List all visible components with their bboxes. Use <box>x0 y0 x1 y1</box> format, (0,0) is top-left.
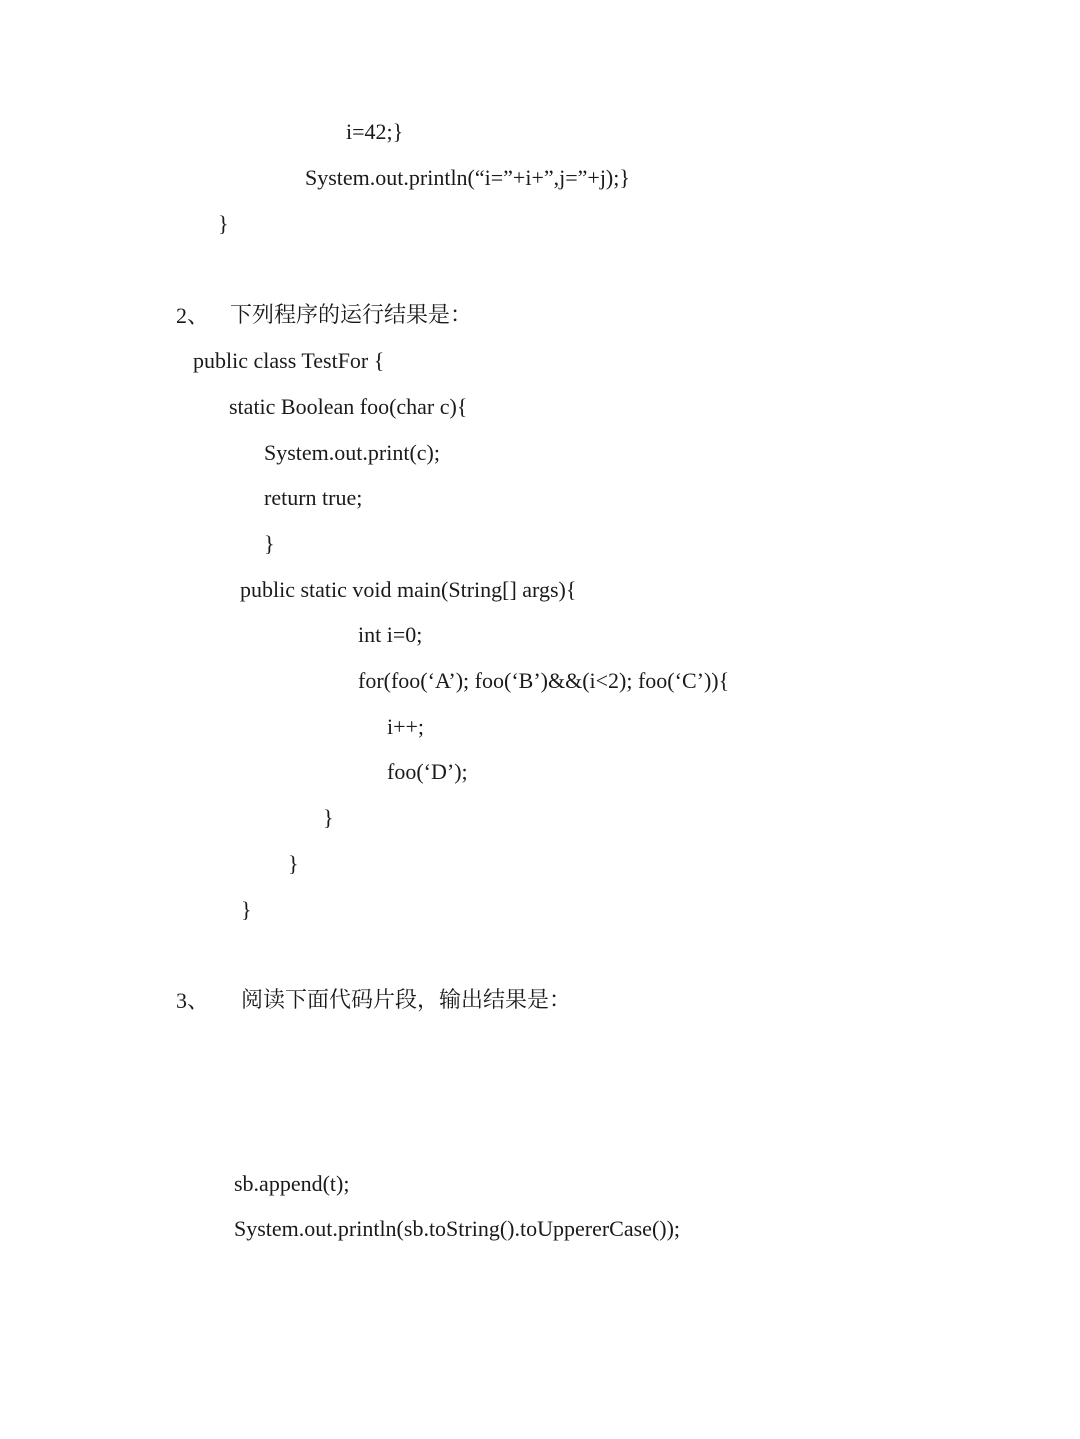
code-line-q1-1: i=42;} <box>346 119 404 144</box>
question-2-number: 2、 <box>176 303 210 328</box>
code-line-q1-3: } <box>218 211 229 236</box>
code-line-q2-9: i++; <box>387 714 425 739</box>
code-line-q3-1: sb.append(t); <box>234 1171 350 1196</box>
code-line-q2-12: } <box>288 851 299 876</box>
code-line-q2-6: public static void main(String[] args){ <box>240 577 577 602</box>
code-line-q2-3: System.out.print(c); <box>264 440 440 465</box>
question-3-prompt: 阅读下面代码片段，输出结果是： <box>241 988 572 1013</box>
code-line-q2-7: int i=0; <box>358 622 423 647</box>
code-line-q2-1: public class TestFor { <box>193 348 385 373</box>
code-line-q2-10: foo(‘D’); <box>387 759 468 784</box>
code-line-q3-2: System.out.println(sb.toString().toUppererCase()); <box>234 1216 681 1241</box>
code-line-q1-2: System.out.println(“i=”+i+”,j=”+j);} <box>305 165 630 190</box>
code-line-q2-8: for(foo(‘A’); foo(‘B’)&&(i<2); foo(‘C’)){ <box>358 668 730 693</box>
code-line-q2-13: } <box>241 897 252 922</box>
question-3-number: 3、 <box>176 988 210 1013</box>
code-line-q2-11: } <box>323 805 334 830</box>
code-line-q2-5: } <box>264 531 275 556</box>
code-line-q2-2: static Boolean foo(char c){ <box>229 394 468 419</box>
code-line-q2-4: return true; <box>264 485 363 510</box>
question-2-prompt: 下列程序的运行结果是： <box>230 303 473 328</box>
